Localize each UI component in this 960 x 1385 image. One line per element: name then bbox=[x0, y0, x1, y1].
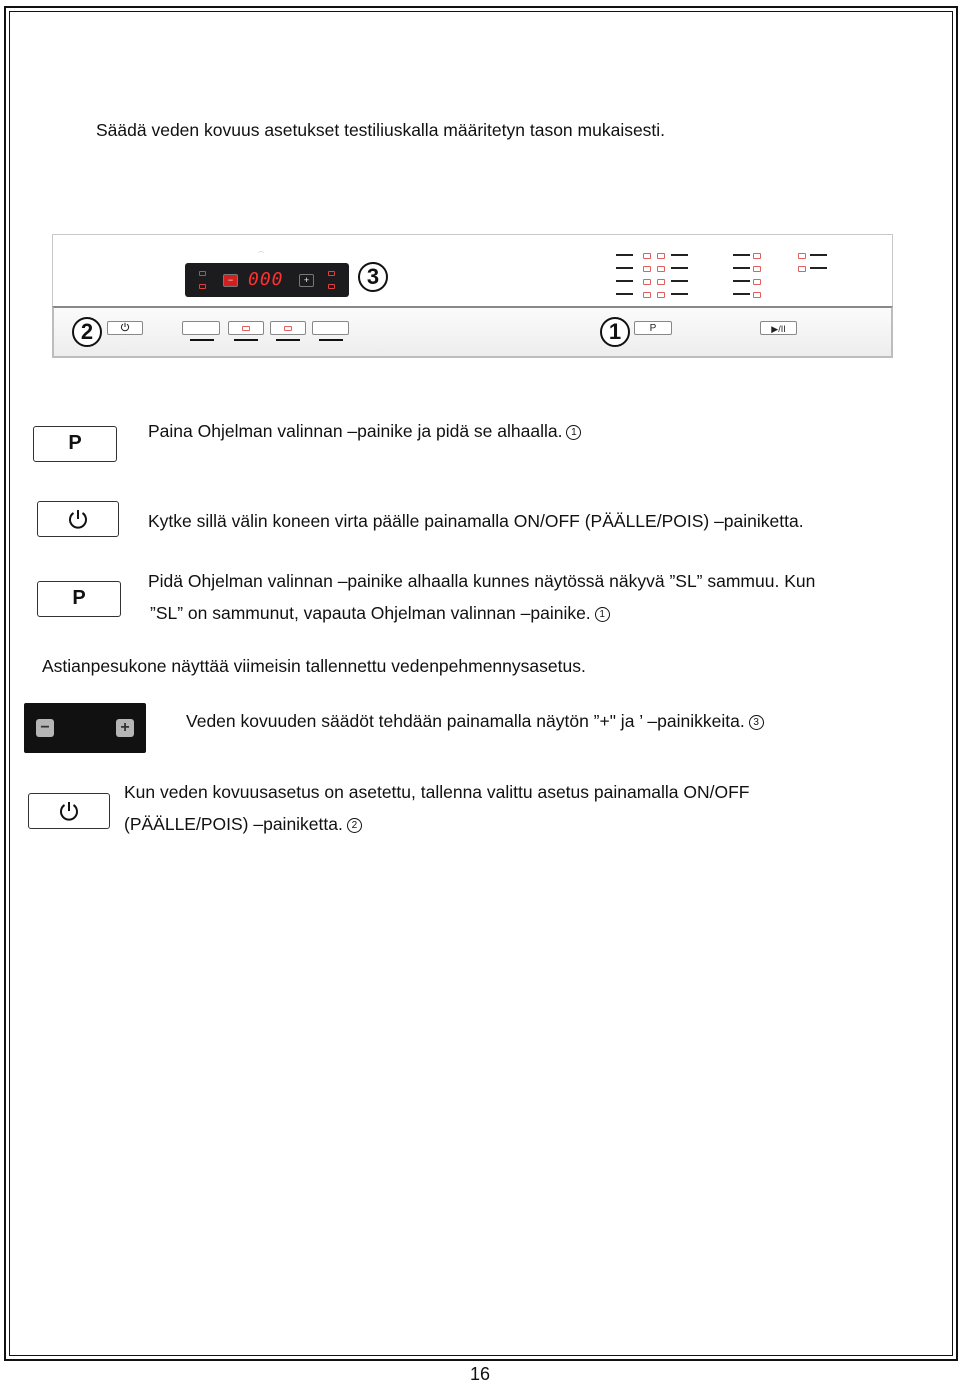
power-key-icon bbox=[37, 501, 119, 537]
indicator-line bbox=[733, 267, 750, 269]
indicator-line bbox=[671, 267, 688, 269]
intro-text: Säädä veden kovuus asetukset testiliuskalla määritetyn tason mukaisesti. bbox=[96, 120, 666, 140]
indicator-line bbox=[733, 293, 750, 295]
display-plus-button[interactable]: + bbox=[299, 274, 314, 287]
indicator-line bbox=[616, 280, 633, 282]
indicator-led bbox=[657, 279, 665, 285]
option-button[interactable] bbox=[312, 321, 349, 335]
option-led bbox=[242, 326, 250, 331]
indicator-line bbox=[616, 267, 633, 269]
ref-circle: 1 bbox=[566, 425, 581, 440]
underline-mark bbox=[190, 339, 214, 341]
step5-line2: (PÄÄLLE/POIS) –painiketta. 2 bbox=[124, 808, 362, 840]
display-led bbox=[328, 271, 335, 276]
step3-line1: Pidä Ohjelman valinnan –painike alhaalla kunnes näytössä näkyvä ”SL” sammuu. Kun bbox=[148, 571, 816, 591]
step3-line2: ”SL” on sammunut, vapauta Ohjelman valinnan –painike. 1 bbox=[150, 597, 610, 629]
indicator-line bbox=[733, 254, 750, 256]
display-window bbox=[185, 263, 349, 297]
ref-circle: 2 bbox=[347, 818, 362, 833]
underline-mark bbox=[234, 339, 258, 341]
step5-line1: Kun veden kovuusasetus on asetettu, tallenna valittu asetus painamalla ON/OFF bbox=[124, 782, 750, 802]
program-key-icon: P bbox=[33, 426, 117, 462]
display-caption-mark: ⌒ bbox=[258, 253, 265, 259]
page-number: 16 bbox=[469, 1364, 491, 1384]
step1-text: Paina Ohjelman valinnan –painike ja pidä se alhaalla. 1 bbox=[148, 415, 581, 447]
indicator-led bbox=[657, 266, 665, 272]
indicator-line bbox=[671, 254, 688, 256]
program-key-icon: P bbox=[37, 581, 121, 617]
indicator-line bbox=[616, 293, 633, 295]
minus-icon: − bbox=[36, 719, 54, 737]
indicator-line bbox=[616, 254, 633, 256]
indicator-line bbox=[733, 280, 750, 282]
panel-top bbox=[52, 234, 893, 306]
display-minus-button[interactable]: − bbox=[223, 274, 238, 287]
program-button[interactable]: P bbox=[634, 321, 672, 335]
indicator-led bbox=[753, 279, 761, 285]
option-led bbox=[284, 326, 292, 331]
power-key-icon bbox=[28, 793, 110, 829]
display-led bbox=[199, 271, 206, 276]
underline-mark bbox=[276, 339, 300, 341]
indicator-line bbox=[810, 254, 827, 256]
power-icon bbox=[58, 800, 80, 822]
underline-mark bbox=[319, 339, 343, 341]
indicator-led bbox=[753, 253, 761, 259]
indicator-led bbox=[753, 266, 761, 272]
indicator-led bbox=[657, 253, 665, 259]
indicator-led bbox=[657, 292, 665, 298]
indicator-line bbox=[671, 293, 688, 295]
indicator-line bbox=[671, 280, 688, 282]
indicator-led bbox=[643, 292, 651, 298]
indicator-led bbox=[643, 266, 651, 272]
callout-2: 2 bbox=[72, 317, 102, 347]
callout-1: 1 bbox=[600, 317, 630, 347]
indicator-led bbox=[753, 292, 761, 298]
option-button[interactable] bbox=[270, 321, 306, 335]
power-button[interactable] bbox=[107, 321, 143, 335]
display-digits: 000 bbox=[248, 269, 284, 290]
control-panel-illustration bbox=[52, 234, 893, 358]
indicator-line bbox=[810, 267, 827, 269]
display-led bbox=[199, 284, 206, 289]
indicator-led bbox=[643, 253, 651, 259]
minus-plus-panel bbox=[24, 703, 146, 753]
indicator-led bbox=[798, 253, 806, 259]
note-text: Astianpesukone näyttää viimeisin tallennettu vedenpehmennysasetus. bbox=[42, 656, 586, 676]
option-button[interactable] bbox=[182, 321, 220, 335]
step2-text: Kytke sillä välin koneen virta päälle painamalla ON/OFF (PÄÄLLE/POIS) –painiketta. bbox=[148, 511, 804, 531]
power-icon bbox=[67, 508, 89, 530]
indicator-led bbox=[643, 279, 651, 285]
ref-circle: 3 bbox=[749, 715, 764, 730]
plus-icon: + bbox=[116, 719, 134, 737]
start-pause-button[interactable]: ▶/II bbox=[760, 321, 797, 335]
indicator-led bbox=[798, 266, 806, 272]
ref-circle: 1 bbox=[595, 607, 610, 622]
display-led bbox=[328, 284, 335, 289]
option-button[interactable] bbox=[228, 321, 264, 335]
page-border-inner bbox=[9, 11, 953, 1356]
callout-3: 3 bbox=[358, 262, 388, 292]
step4-text: Veden kovuuden säädöt tehdään painamalla näytön ”+" ja ’ –painikkeita. 3 bbox=[186, 705, 764, 737]
power-icon bbox=[120, 322, 130, 332]
